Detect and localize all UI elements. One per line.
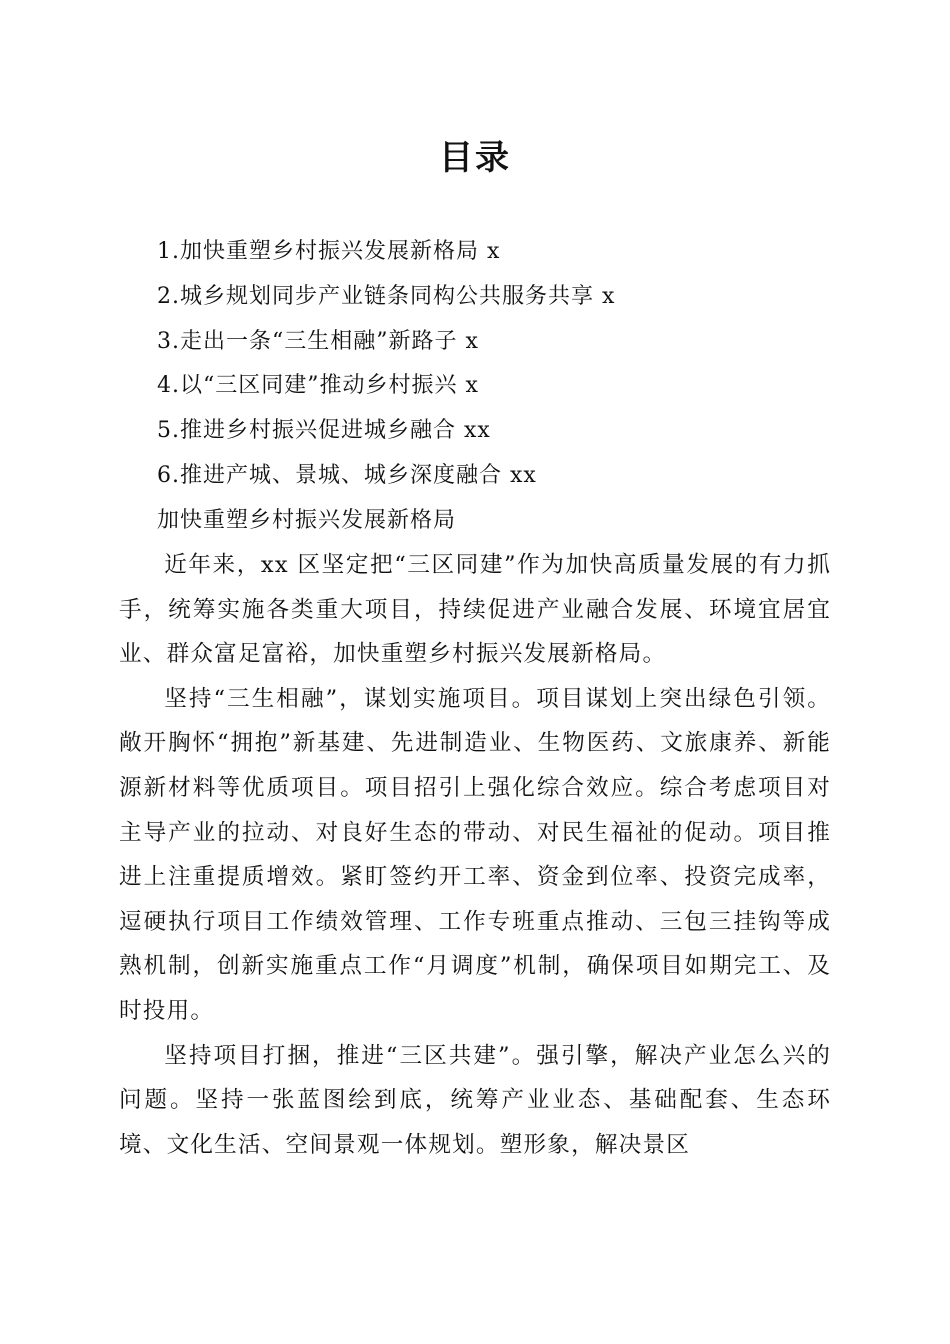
toc-item: 4.以“三区同建”推动乡村振兴 x — [157, 373, 479, 399]
toc-item: 1.加快重塑乡村振兴发展新格局 x — [157, 239, 501, 264]
toc-item: 6.推进产城、景城、城乡深度融合 xx — [157, 462, 537, 488]
section-heading: 加快重塑乡村振兴发展新格局 — [157, 508, 457, 533]
table-of-contents — [157, 230, 857, 499]
paragraph: 坚持“三生相融”，谋划实施项目。项目谋划上突出绿色引领。敞开胸怀“拥抱”新基建、先进制造业、生物医药、文旅康养、新能源新材料等优质项目。项目招引上强化综合效应。综合考虑项目对主导产业的拉动、对良好生态的带动、对民生福祉的促动。项目推进上注重提质增效。紧盯签约开工率、资金到位率、投资完成率，逗硬执行项目工作绩效管理、工作专班重点推动、三包三挂钩等成熟机制，创新实施重点工作“月调度”机制，确保项目如期完工、及时投用。 — [119, 685, 831, 1024]
paragraph: 坚持项目打捆，推进“三区共建”。强引擎，解决产业怎么兴的问题。坚持一张蓝图绘到底，统筹产业业态、基础配套、生态环境、文化生活、空间景观一体规划。塑形象，解决景区 — [119, 1042, 831, 1158]
toc-item: 2.城乡规划同步产业链条同构公共服务共享 x — [157, 283, 616, 309]
toc-item: 5.推进乡村振兴促进城乡融合 xx — [157, 418, 491, 444]
body-text — [119, 543, 831, 1167]
toc-item: 3.走出一条“三生相融”新路子 x — [157, 328, 479, 354]
page-title: 目录 — [439, 138, 511, 178]
paragraph: 近年来，xx 区坚定把“三区同建”作为加快高质量发展的有力抓手，统筹实施各类重大项目，持续促进产业融合发展、环境宜居宜业、群众富足富裕，加快重塑乡村振兴发展新格局。 — [119, 552, 831, 668]
